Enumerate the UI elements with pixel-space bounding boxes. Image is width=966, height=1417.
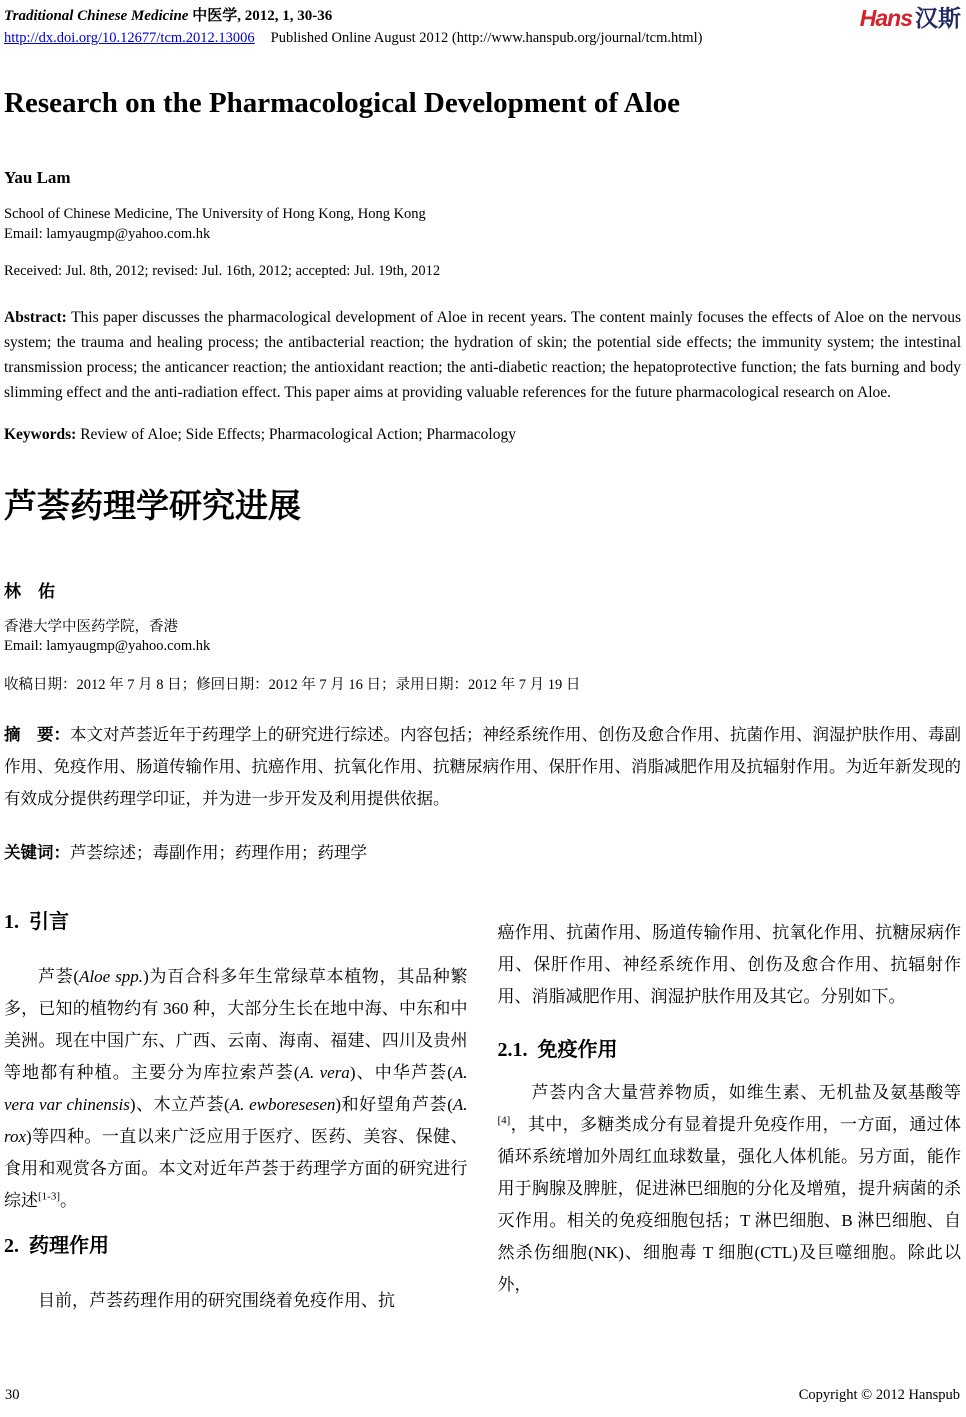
section-heading-introduction xyxy=(4,909,468,935)
journal-info xyxy=(4,5,702,49)
keywords-cn xyxy=(4,837,961,869)
copyright-notice: Copyright © 2012 Hanspub xyxy=(798,1387,960,1403)
pharmacology-paragraph: 目前，芦荟药理作用的研究围绕着免疫作用、抗 xyxy=(38,1291,395,1310)
section-heading-pharmacology xyxy=(4,1233,468,1259)
continuation-paragraph: 癌作用、抗菌作用、肠道传输作用、抗氧化作用、抗糖尿病作用、保肝作用、神经系统作用、创伤及愈合作用、抗辐射作用、消脂减肥作用、润湿护肤作用及其它。分别如下。 xyxy=(497,923,961,1006)
hanspub-logo-cn: 汉斯 xyxy=(915,5,961,31)
email-cn: Email: lamyaugmp@yahoo.com.hk xyxy=(4,638,211,654)
journal-name: Traditional Chinese Medicine xyxy=(4,8,189,24)
section-heading-immunity xyxy=(498,1037,962,1063)
keywords-en xyxy=(4,422,961,447)
doi-line xyxy=(4,27,702,49)
doi-link[interactable]: http://dx.doi.org/10.12677/tcm.2012.13006 xyxy=(4,30,255,46)
section-number: 2. xyxy=(4,1235,19,1257)
hanspub-logo-en: Hans xyxy=(859,5,912,31)
keywords-text-cn: 芦荟综述；毒副作用；药理作用；药理学 xyxy=(70,843,367,862)
keywords-text-en: Review of Aloe; Side Effects; Pharmacological Action; Pharmacology xyxy=(76,425,516,443)
journal-title-line xyxy=(4,5,702,27)
paper-title-cn: 芦荟药理学研究进展 xyxy=(4,486,301,524)
affiliation-cn: 香港大学中医药学院，香港 xyxy=(4,618,178,635)
paper-title-en: Research on the Pharmacological Development of Aloe xyxy=(4,87,681,119)
abstract-label-cn: 摘 要： xyxy=(4,726,70,744)
author-en: Yau Lam xyxy=(4,168,71,187)
abstract-en xyxy=(4,305,961,405)
published-online-text: Published Online August 2012 (http://www.hanspub.org/journal/tcm.html) xyxy=(270,30,703,46)
abstract-cn xyxy=(4,719,961,815)
keywords-label-en: Keywords: xyxy=(4,425,77,443)
body-columns xyxy=(4,909,961,1317)
page-number: 30 xyxy=(5,1387,20,1403)
page-header xyxy=(4,5,961,49)
section-number: 2.1. xyxy=(497,1039,528,1061)
email-en: Email: lamyaugmp@yahoo.com.hk xyxy=(4,225,211,242)
affiliation-block-cn xyxy=(4,618,961,657)
section-number: 1. xyxy=(4,911,19,933)
journal-issue-info: 中医学, 2012, 1, 30-36 xyxy=(188,8,333,24)
author-cn: 林 佑 xyxy=(4,581,55,601)
immunity-paragraph: 芦荟内含大量营养物质，如维生素、无机盐及氨基酸等[4]，其中，多糖类成分有显着提升免疫作用，一方面，通过体循环系统增加外周红血球数量，强化人体机能。另方面，能作用于胸腺及脾脏，促进淋巴细胞的分化及增殖，提升病菌的杀灭作用。相关的免疫细胞包括；T 淋巴细胞、B 淋巴细胞、自然杀伤细胞(NK)、细胞毒 T 细胞(CTL)及巨噬细胞。除此以外， xyxy=(497,1083,961,1294)
abstract-label-en: Abstract: xyxy=(4,308,67,326)
section-label: 免疫作用 xyxy=(537,1039,618,1061)
hanspub-logo xyxy=(860,5,961,31)
intro-paragraph: 芦荟(Aloe spp.)为百合科多年生常绿草本植物，其品种繁多，已知的植物约有 360 种，大部分生长在地中海、中东和中美洲。现在中国广东、广西、云南、海南、福建、四川及贵州等地都有种植。主要分为库拉索芦荟(A. vera)、中华芦荟(A. vera var chinensis)、木立芦荟(A. ewboresesen)和好望角芦荟(A. rox)等四种。一直以来广泛应用于医疗、医药、美容、保健、食用和观赏各方面。本文对近年芦荟于药理学方面的研究进行综述[1-3]。 xyxy=(4,967,468,1210)
abstract-text-en: This paper discusses the pharmacological development of Aloe in recent years. The content mainly focuses the effects of Aloe on the nervous system; the trauma and healing process; the antibacterial reaction; the hydration of skin; the potential side effects; the immunity system; the intestinal transmission process; the anticancer reaction; the antioxidant reaction; the anti-diabetic reaction; the hepatoprotective function; the fats burning and body slimming effect and the anti-radiation effect. This paper aims at providing valuable references for the future pharmacological research on Aloe. xyxy=(4,308,961,401)
left-column xyxy=(4,909,468,1317)
received-dates-en: Received: Jul. 8th, 2012; revised: Jul. 16th, 2012; accepted: Jul. 19th, 2012 xyxy=(4,263,441,279)
section-label: 引言 xyxy=(29,911,69,933)
affiliation-en: School of Chinese Medicine, The University of Hong Kong, Hong Kong xyxy=(4,206,426,222)
keywords-label-cn: 关键词： xyxy=(4,844,70,862)
right-column xyxy=(498,909,962,1317)
received-dates-cn: 收稿日期：2012 年 7 月 8 日；修回日期：2012 年 7 月 16 日；录用日期：2012 年 7 月 19 日 xyxy=(4,676,581,693)
affiliation-block-en xyxy=(4,205,961,244)
section-label: 药理作用 xyxy=(29,1235,109,1257)
abstract-text-cn: 本文对芦荟近年于药理学上的研究进行综述。内容包括；神经系统作用、创伤及愈合作用、抗菌作用、润湿护肤作用、毒副作用、免疫作用、肠道传输作用、抗癌作用、抗氧化作用、抗糖尿病作用、保肝作用、消脂减肥作用及抗辐射作用。为近年新发现的有效成分提供药理学印证，并为进一步开发及利用提供依据。 xyxy=(4,725,961,808)
